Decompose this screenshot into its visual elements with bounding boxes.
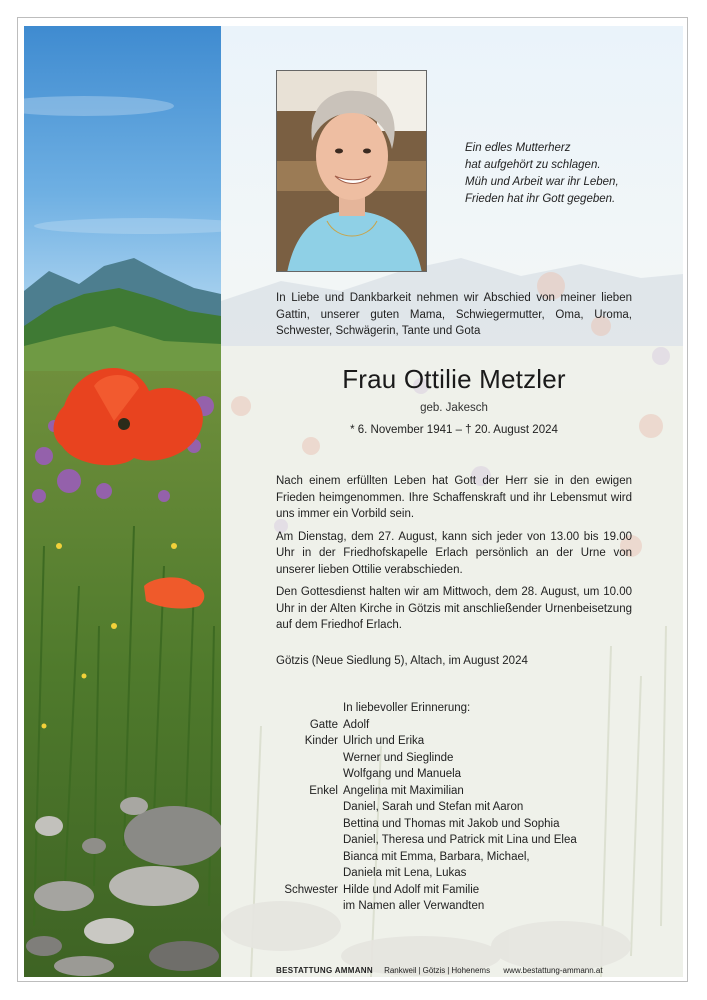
- mourner-name: Ulrich und Erika: [343, 735, 425, 747]
- mourners-list: [276, 700, 656, 915]
- paragraph: Nach einem erfüllten Leben hat Gott der Herr sie in den ewigen Frieden heimgenommen. Ihre Schaffenskraft und ihr Lebensmut wird uns immer ein Vorbild sein.: [276, 475, 632, 520]
- location: Rankweil: [384, 966, 417, 975]
- verse-line: Frieden hat ihr Gott gegeben.: [465, 193, 616, 205]
- funeral-home-name: BESTATTUNG AMMANN: [276, 966, 373, 975]
- portrait-photo: [276, 70, 427, 272]
- life-dates: * 6. November 1941 – † 20. August 2024: [350, 424, 558, 436]
- paragraph: Den Gottesdienst halten wir am Mittwoch, dem 28. August, um 10.00 Uhr in der Alten Kirche in Götzis mit anschließender Urnenbeisetzung auf dem Friedhof Erlach.: [276, 586, 632, 631]
- mourner-name: im Namen aller Verwandten: [343, 900, 485, 912]
- website-link[interactable]: www.bestattung-ammann.at: [503, 966, 603, 975]
- deceased-name: Frau Ottilie Metzler: [342, 364, 566, 394]
- mourner-role: Kinder: [304, 735, 338, 747]
- mourner-name: Bianca mit Emma, Barbara, Michael,: [343, 850, 530, 863]
- verse-line: hat aufgehört zu schlagen.: [465, 159, 601, 171]
- mourner-group: [276, 783, 656, 882]
- mourner-name: Werner und Sieglinde: [343, 751, 454, 764]
- announcement-body: [276, 473, 632, 640]
- verse-line: Ein edles Mutterherz: [465, 142, 571, 154]
- mourner-group: [276, 717, 656, 734]
- mourner-group: [276, 733, 656, 783]
- mourner-name: Wolfgang und Manuela: [343, 768, 462, 780]
- mourner-group: [276, 882, 656, 915]
- verse: [465, 140, 665, 208]
- mourner-name: Daniela mit Lena, Lukas: [343, 867, 467, 879]
- intro-text: In Liebe und Dankbarkeit nehmen wir Abschied von meiner lieben Gattin, unserer guten Mama, Schwiegermutter, Oma, Uroma, Schwester, Schwägerin, Tante und Gota: [276, 292, 632, 337]
- mourners-heading: In liebevoller Erinnerung:: [343, 702, 471, 714]
- mourner-name: Daniel, Sarah und Stefan mit Aaron: [343, 801, 524, 813]
- paragraph: Am Dienstag, dem 27. August, kann sich jeder von 13.00 bis 19.00 Uhr in der Friedhofskapelle Erlach persönlich an der Urne von unserer lieben Ottilie verabschieden.: [276, 530, 632, 576]
- verse-line: Müh und Arbeit war ihr Leben,: [465, 176, 619, 188]
- mourner-name: Adolf: [343, 718, 370, 731]
- mourner-name: Hilde und Adolf mit Familie: [343, 883, 480, 896]
- mourner-name: Daniel, Theresa und Patrick mit Lina und Elea: [343, 834, 577, 846]
- location: Götzis: [422, 966, 446, 975]
- mourner-role: Schwester: [284, 883, 338, 896]
- footer: BESTATTUNG AMMANN Rankweil | Götzis | Hohenems www.bestattung-ammann.at: [276, 966, 603, 975]
- mourner-role: Gatte: [309, 718, 338, 731]
- location: Hohenems: [451, 966, 491, 975]
- place-date: Götzis (Neue Siedlung 5), Altach, im August 2024: [276, 655, 528, 667]
- birth-name: geb. Jakesch: [420, 402, 488, 414]
- mourner-name: Angelina mit Maximilian: [343, 784, 464, 797]
- mourner-role: Enkel: [309, 784, 338, 797]
- meadow-photo: [24, 26, 221, 977]
- mourner-name: Bettina und Thomas mit Jakob und Sophia: [343, 817, 560, 830]
